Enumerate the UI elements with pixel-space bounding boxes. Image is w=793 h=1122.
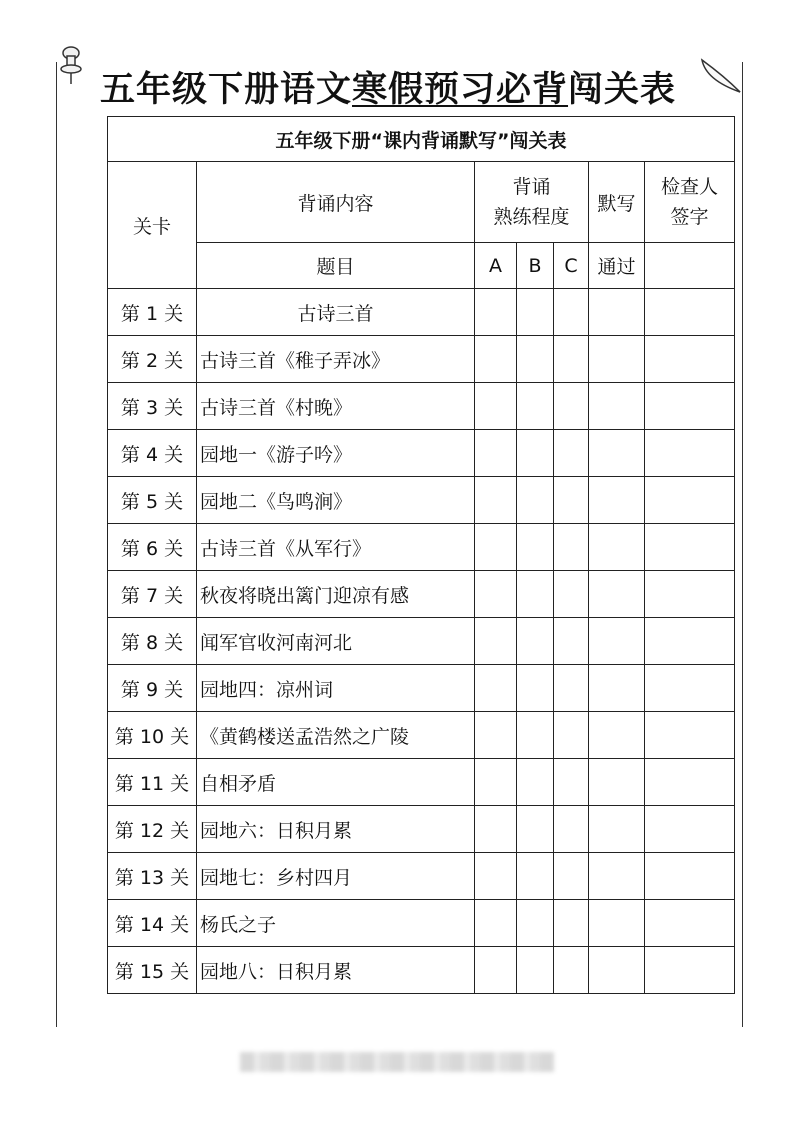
signature-cell[interactable]	[645, 665, 735, 712]
blurred-watermark	[240, 1052, 554, 1072]
grade-c-cell[interactable]	[554, 665, 589, 712]
grade-a-cell[interactable]	[475, 947, 517, 994]
grade-c-cell[interactable]	[554, 383, 589, 430]
level-cell: 第 9 关	[108, 665, 197, 712]
page-curl-icon	[700, 58, 742, 94]
grade-a-cell[interactable]	[475, 477, 517, 524]
pass-cell[interactable]	[589, 571, 645, 618]
signature-cell[interactable]	[645, 947, 735, 994]
grade-a-cell[interactable]	[475, 289, 517, 336]
header-level: 关卡	[108, 162, 197, 289]
grade-c-cell[interactable]	[554, 618, 589, 665]
table-row	[108, 853, 735, 900]
level-cell: 第 5 关	[108, 477, 197, 524]
grade-a-cell[interactable]	[475, 524, 517, 571]
level-cell: 第 2 关	[108, 336, 197, 383]
level-cell: 第 7 关	[108, 571, 197, 618]
grade-b-cell[interactable]	[517, 759, 554, 806]
header-grade-b: B	[517, 243, 554, 289]
grade-a-cell[interactable]	[475, 900, 517, 947]
checklist-table	[107, 116, 735, 994]
table-row	[108, 289, 735, 336]
topic-cell: 古诗三首《稚子弄冰》	[197, 336, 475, 383]
grade-b-cell[interactable]	[517, 289, 554, 336]
table-row	[108, 947, 735, 994]
signature-cell[interactable]	[645, 383, 735, 430]
grade-b-cell[interactable]	[517, 571, 554, 618]
grade-b-cell[interactable]	[517, 430, 554, 477]
pass-cell[interactable]	[589, 618, 645, 665]
header-proficiency: 背诵 熟练程度	[475, 162, 589, 243]
signature-cell[interactable]	[645, 759, 735, 806]
header-content: 背诵内容	[197, 162, 475, 243]
table-row	[108, 336, 735, 383]
table-row	[108, 900, 735, 947]
signature-cell[interactable]	[645, 900, 735, 947]
table-row	[108, 430, 735, 477]
signature-cell[interactable]	[645, 430, 735, 477]
level-cell: 第 14 关	[108, 900, 197, 947]
signature-cell[interactable]	[645, 477, 735, 524]
grade-a-cell[interactable]	[475, 430, 517, 477]
level-cell: 第 4 关	[108, 430, 197, 477]
header-checker: 检查人 签字	[645, 162, 735, 243]
header-topic: 题目	[197, 243, 475, 289]
topic-cell: 园地一《游子吟》	[197, 430, 475, 477]
grade-b-cell[interactable]	[517, 477, 554, 524]
topic-cell: 秋夜将晓出篱门迎凉有感	[197, 571, 475, 618]
header-grade-c: C	[554, 243, 589, 289]
pass-cell[interactable]	[589, 759, 645, 806]
level-cell: 第 15 关	[108, 947, 197, 994]
grade-b-cell[interactable]	[517, 524, 554, 571]
topic-cell: 园地六：日积月累	[197, 806, 475, 853]
topic-cell: 闻军官收河南河北	[197, 618, 475, 665]
header-dictation: 默写	[589, 162, 645, 243]
header-grade-a: A	[475, 243, 517, 289]
grade-b-cell[interactable]	[517, 806, 554, 853]
topic-cell: 杨氏之子	[197, 900, 475, 947]
grade-a-cell[interactable]	[475, 571, 517, 618]
signature-cell[interactable]	[645, 712, 735, 759]
signature-cell[interactable]	[645, 806, 735, 853]
signature-cell[interactable]	[645, 524, 735, 571]
grade-c-cell[interactable]	[554, 430, 589, 477]
level-cell: 第 12 关	[108, 806, 197, 853]
grade-b-cell[interactable]	[517, 900, 554, 947]
table-row	[108, 618, 735, 665]
level-cell: 第 1 关	[108, 289, 197, 336]
grade-a-cell[interactable]	[475, 759, 517, 806]
topic-cell: 园地八：日积月累	[197, 947, 475, 994]
grade-b-cell[interactable]	[517, 383, 554, 430]
table-row	[108, 383, 735, 430]
grade-c-cell[interactable]	[554, 477, 589, 524]
table-row	[108, 477, 735, 524]
page-title: 五年级下册语文寒假预习必背闯关表	[100, 70, 677, 110]
level-cell: 第 3 关	[108, 383, 197, 430]
grade-c-cell[interactable]	[554, 524, 589, 571]
grade-b-cell[interactable]	[517, 947, 554, 994]
table-row	[108, 759, 735, 806]
pass-cell[interactable]	[589, 336, 645, 383]
topic-cell: 古诗三首《村晚》	[197, 383, 475, 430]
grade-c-cell[interactable]	[554, 571, 589, 618]
grade-a-cell[interactable]	[475, 712, 517, 759]
pass-cell[interactable]	[589, 430, 645, 477]
topic-cell: 《黄鹤楼送孟浩然之广陵	[197, 712, 475, 759]
level-cell: 第 6 关	[108, 524, 197, 571]
grade-a-cell[interactable]	[475, 806, 517, 853]
grade-b-cell[interactable]	[517, 665, 554, 712]
pass-cell[interactable]	[589, 665, 645, 712]
level-cell: 第 8 关	[108, 618, 197, 665]
grade-b-cell[interactable]	[517, 336, 554, 383]
grade-a-cell[interactable]	[475, 336, 517, 383]
pass-cell[interactable]	[589, 947, 645, 994]
topic-cell: 古诗三首	[197, 289, 475, 336]
pass-cell[interactable]	[589, 477, 645, 524]
topic-cell: 自相矛盾	[197, 759, 475, 806]
grade-b-cell[interactable]	[517, 712, 554, 759]
grade-c-cell[interactable]	[554, 806, 589, 853]
signature-cell[interactable]	[645, 336, 735, 383]
grade-a-cell[interactable]	[475, 665, 517, 712]
pass-cell[interactable]	[589, 712, 645, 759]
pushpin-icon	[56, 44, 86, 86]
grade-c-cell[interactable]	[554, 289, 589, 336]
topic-cell: 园地四：凉州词	[197, 665, 475, 712]
grade-a-cell[interactable]	[475, 383, 517, 430]
grade-c-cell[interactable]	[554, 947, 589, 994]
table-row	[108, 712, 735, 759]
grade-c-cell[interactable]	[554, 853, 589, 900]
grade-c-cell[interactable]	[554, 759, 589, 806]
topic-cell: 园地二《鸟鸣涧》	[197, 477, 475, 524]
signature-cell[interactable]	[645, 853, 735, 900]
table-row	[108, 524, 735, 571]
table-row	[108, 806, 735, 853]
signature-cell[interactable]	[645, 289, 735, 336]
level-cell: 第 10 关	[108, 712, 197, 759]
grade-c-cell[interactable]	[554, 336, 589, 383]
header-pass: 通过	[589, 243, 645, 289]
level-cell: 第 13 关	[108, 853, 197, 900]
grade-b-cell[interactable]	[517, 618, 554, 665]
pass-cell[interactable]	[589, 524, 645, 571]
grade-c-cell[interactable]	[554, 712, 589, 759]
pass-cell[interactable]	[589, 383, 645, 430]
pass-cell[interactable]	[589, 289, 645, 336]
header-checker-blank	[645, 243, 735, 289]
table-row	[108, 571, 735, 618]
pass-cell[interactable]	[589, 806, 645, 853]
level-cell: 第 11 关	[108, 759, 197, 806]
grade-c-cell[interactable]	[554, 900, 589, 947]
topic-cell: 园地七：乡村四月	[197, 853, 475, 900]
signature-cell[interactable]	[645, 571, 735, 618]
pass-cell[interactable]	[589, 900, 645, 947]
table-row	[108, 665, 735, 712]
grade-a-cell[interactable]	[475, 853, 517, 900]
grade-a-cell[interactable]	[475, 618, 517, 665]
signature-cell[interactable]	[645, 618, 735, 665]
grade-b-cell[interactable]	[517, 853, 554, 900]
pass-cell[interactable]	[589, 853, 645, 900]
topic-cell: 古诗三首《从军行》	[197, 524, 475, 571]
table-caption: 五年级下册“课内背诵默写”闯关表	[108, 117, 735, 162]
